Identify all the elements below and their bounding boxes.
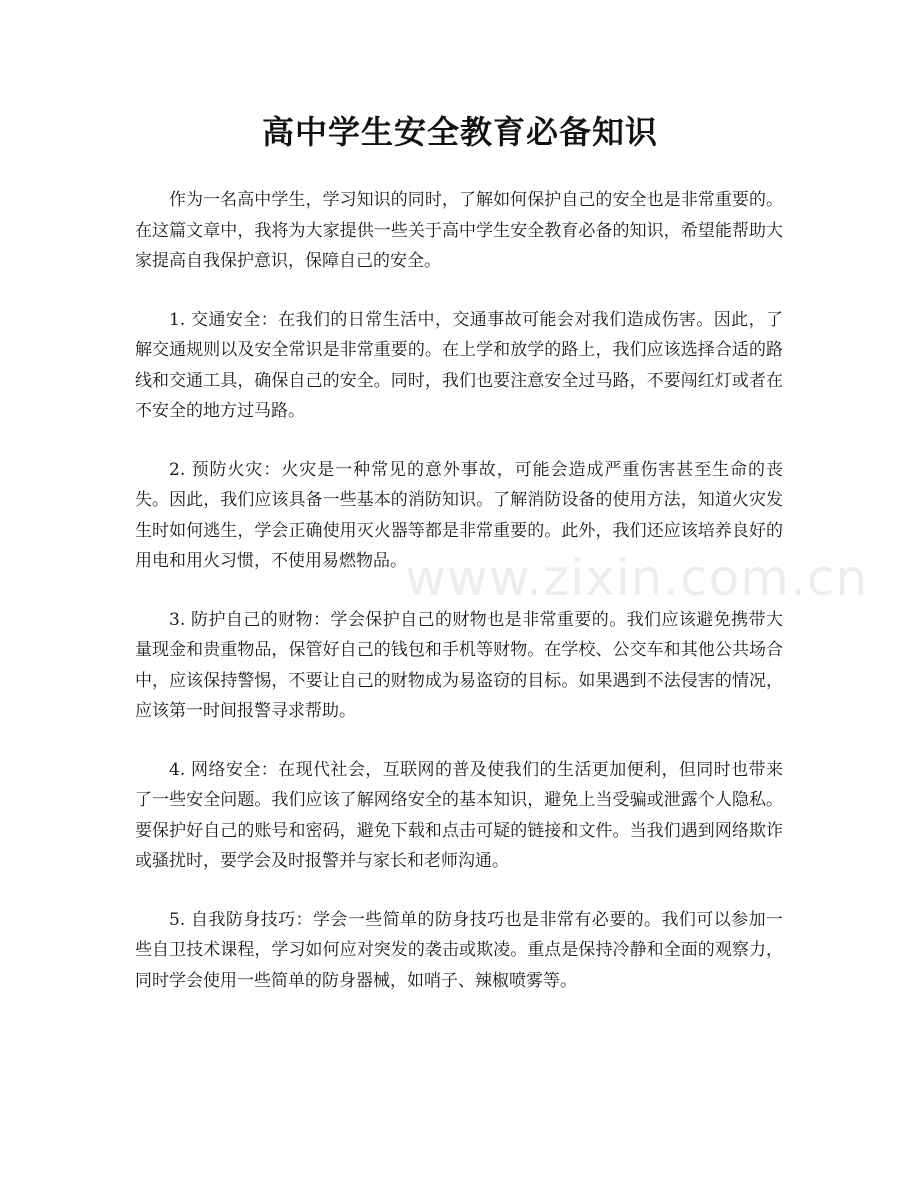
paragraph-fire-prevention: 2. 预防火灾：火灾是一种常见的意外事故，可能会造成严重伤害甚至生命的丧失。因此，我们应该具备一些基本的消防知识。了解消防设备的使用方法，知道火灾发生时如何逃生，学会正确使用灭火器等都是非常重要的。此外，我们还应该培养良好的用电和用火习惯，不使用易燃物品。 xyxy=(135,459,783,571)
watermark: www.zixin.com.cn xyxy=(405,549,869,607)
paragraph-property-protection: 3. 防护自己的财物：学会保护自己的财物也是非常重要的。我们应该避免携带大量现金和贵重物品，保管好自己的钱包和手机等财物。在学校、公交车和其他公共场合中，应该保持警惕，不要让自己的财物成为易盗窃的目标。如果遇到不法侵害的情况，应该第一时间报警寻求帮助。 xyxy=(135,609,783,721)
document-title: 高中学生安全教育必备知识 xyxy=(261,113,658,151)
paragraph-traffic-safety: 1. 交通安全：在我们的日常生活中，交通事故可能会对我们造成伤害。因此，了解交通规则以及安全常识是非常重要的。在上学和放学的路上，我们应该选择合适的路线和交通工具，确保自己的安全。同时，我们也要注意安全过马路，不要闯红灯或者在不安全的地方过马路。 xyxy=(135,309,783,421)
document-body xyxy=(135,185,783,1024)
paragraph-self-defense: 5. 自我防身技巧：学会一些简单的防身技巧也是非常有必要的。我们可以参加一些自卫技术课程，学习如何应对突发的袭击或欺凌。重点是保持冷静和全面的观察力，同时学会使用一些简单的防身器械，如哨子、辣椒喷雾等。 xyxy=(135,909,783,991)
paragraph-network-safety: 4. 网络安全：在现代社会，互联网的普及使我们的生活更加便利，但同时也带来了一些安全问题。我们应该了解网络安全的基本知识，避免上当受骗或泄露个人隐私。要保护好自己的账号和密码，避免下载和点击可疑的链接和文件。当我们遇到网络欺诈或骚扰时，要学会及时报警并与家长和老师沟通。 xyxy=(135,759,783,871)
intro-paragraph: 作为一名高中学生，学习知识的同时，了解如何保护自己的安全也是非常重要的。在这篇文章中，我将为大家提供一些关于高中学生安全教育必备的知识，希望能帮助大家提高自我保护意识，保障自己的安全。 xyxy=(135,190,783,271)
